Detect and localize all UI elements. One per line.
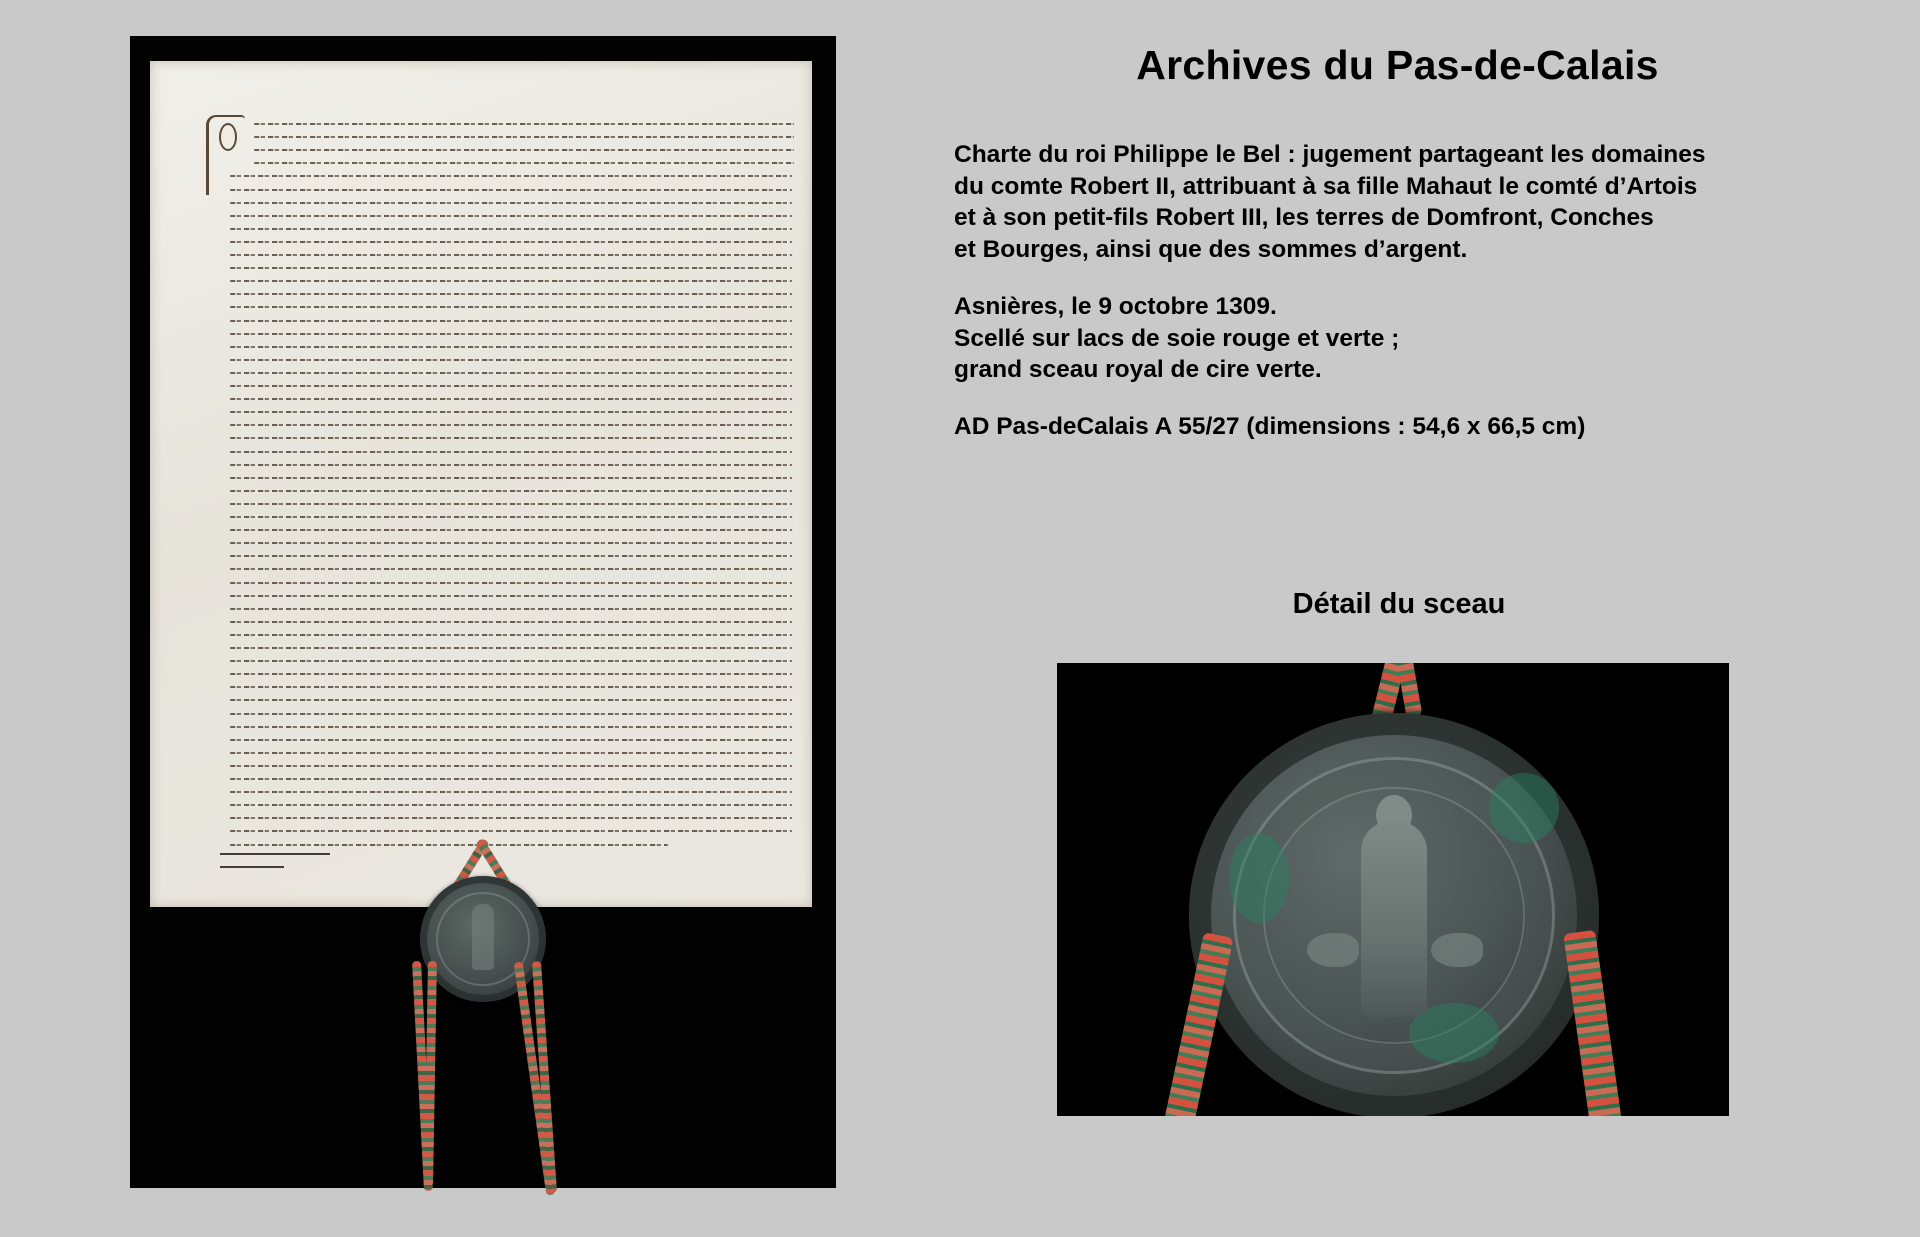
seal-line: Scellé sur lacs de soie rouge et verte ; bbox=[954, 324, 1400, 352]
script-line bbox=[230, 333, 792, 335]
script-line bbox=[230, 490, 792, 492]
summary-line: du comte Robert II, attribuant à sa fille Mahaut le comté d’Artois bbox=[954, 172, 1698, 200]
script-line bbox=[230, 280, 792, 282]
archive-reference: AD Pas-deCalais A 55/27 (dimensions : 54,6 x 66,5 cm) bbox=[954, 412, 1586, 440]
throne-lion-left bbox=[1307, 933, 1359, 967]
script-line bbox=[230, 464, 792, 466]
script-line bbox=[230, 830, 792, 832]
green-patina bbox=[1229, 833, 1289, 923]
seal-cord-top-2 bbox=[1396, 663, 1423, 718]
script-line bbox=[230, 595, 792, 597]
script-line bbox=[230, 306, 792, 308]
script-line bbox=[230, 437, 792, 439]
script-line bbox=[230, 778, 792, 780]
charter-handwritten-text bbox=[230, 123, 792, 863]
wax-seal bbox=[1189, 713, 1599, 1116]
script-line bbox=[230, 804, 792, 806]
script-line bbox=[230, 699, 792, 701]
seal-detail-heading: Détail du sceau bbox=[1292, 588, 1506, 620]
parchment bbox=[150, 61, 812, 907]
charter-photo bbox=[130, 36, 836, 1188]
script-line bbox=[230, 529, 792, 531]
script-line bbox=[230, 752, 792, 754]
green-patina bbox=[1489, 773, 1559, 843]
script-line bbox=[230, 320, 792, 322]
script-line bbox=[230, 451, 792, 453]
seal-detail-photo bbox=[1057, 663, 1729, 1116]
seal-small bbox=[420, 876, 546, 1002]
seal-cord-right bbox=[1563, 930, 1623, 1116]
script-line bbox=[230, 477, 792, 479]
script-line bbox=[230, 726, 792, 728]
script-line bbox=[230, 765, 792, 767]
script-line bbox=[230, 175, 792, 177]
script-line bbox=[230, 686, 792, 688]
script-line bbox=[230, 555, 792, 557]
enthroned-king-figure bbox=[1361, 821, 1427, 1017]
endorsement-notes bbox=[220, 853, 330, 879]
script-line bbox=[230, 673, 792, 675]
summary-line: Charte du roi Philippe le Bel : jugement partageant les domaines bbox=[954, 141, 1706, 168]
script-line bbox=[230, 385, 792, 387]
script-line bbox=[230, 241, 792, 243]
page-title: Archives du Pas-de-Calais bbox=[1136, 42, 1659, 88]
script-line bbox=[230, 516, 792, 518]
script-line bbox=[254, 149, 794, 151]
script-line bbox=[230, 346, 792, 348]
script-line bbox=[230, 817, 792, 819]
throne-lion-right bbox=[1431, 933, 1483, 967]
script-line bbox=[230, 713, 792, 715]
script-line bbox=[230, 411, 792, 413]
seal-line: grand sceau royal de cire verte. bbox=[954, 356, 1322, 383]
summary-line: et Bourges, ainsi que des sommes d’argent. bbox=[954, 235, 1468, 263]
script-line bbox=[230, 582, 792, 584]
script-line bbox=[230, 398, 792, 400]
script-line bbox=[230, 189, 792, 191]
summary-line: et à son petit-fils Robert III, les terres de Domfront, Conches bbox=[954, 204, 1654, 231]
script-line bbox=[230, 647, 792, 649]
script-line bbox=[254, 136, 794, 138]
script-line bbox=[230, 660, 792, 662]
script-line bbox=[230, 254, 792, 256]
script-line bbox=[230, 568, 792, 570]
script-line bbox=[230, 503, 792, 505]
script-line bbox=[230, 267, 792, 269]
script-line bbox=[230, 228, 792, 230]
script-line bbox=[230, 791, 792, 793]
script-line bbox=[254, 123, 794, 125]
script-line bbox=[230, 202, 792, 204]
script-line bbox=[230, 293, 792, 295]
date-line: Asnières, le 9 octobre 1309. bbox=[954, 293, 1277, 320]
script-line bbox=[230, 372, 792, 374]
script-line bbox=[230, 844, 668, 846]
script-line bbox=[230, 359, 792, 361]
script-line bbox=[230, 634, 792, 636]
script-line bbox=[230, 739, 792, 741]
script-line bbox=[230, 215, 792, 217]
document-description bbox=[954, 139, 1894, 442]
script-line bbox=[230, 608, 792, 610]
script-line bbox=[254, 162, 794, 164]
seal-cord-left-hang-2 bbox=[424, 961, 437, 1186]
script-line bbox=[230, 424, 792, 426]
script-line bbox=[230, 621, 792, 623]
script-line bbox=[230, 542, 792, 544]
